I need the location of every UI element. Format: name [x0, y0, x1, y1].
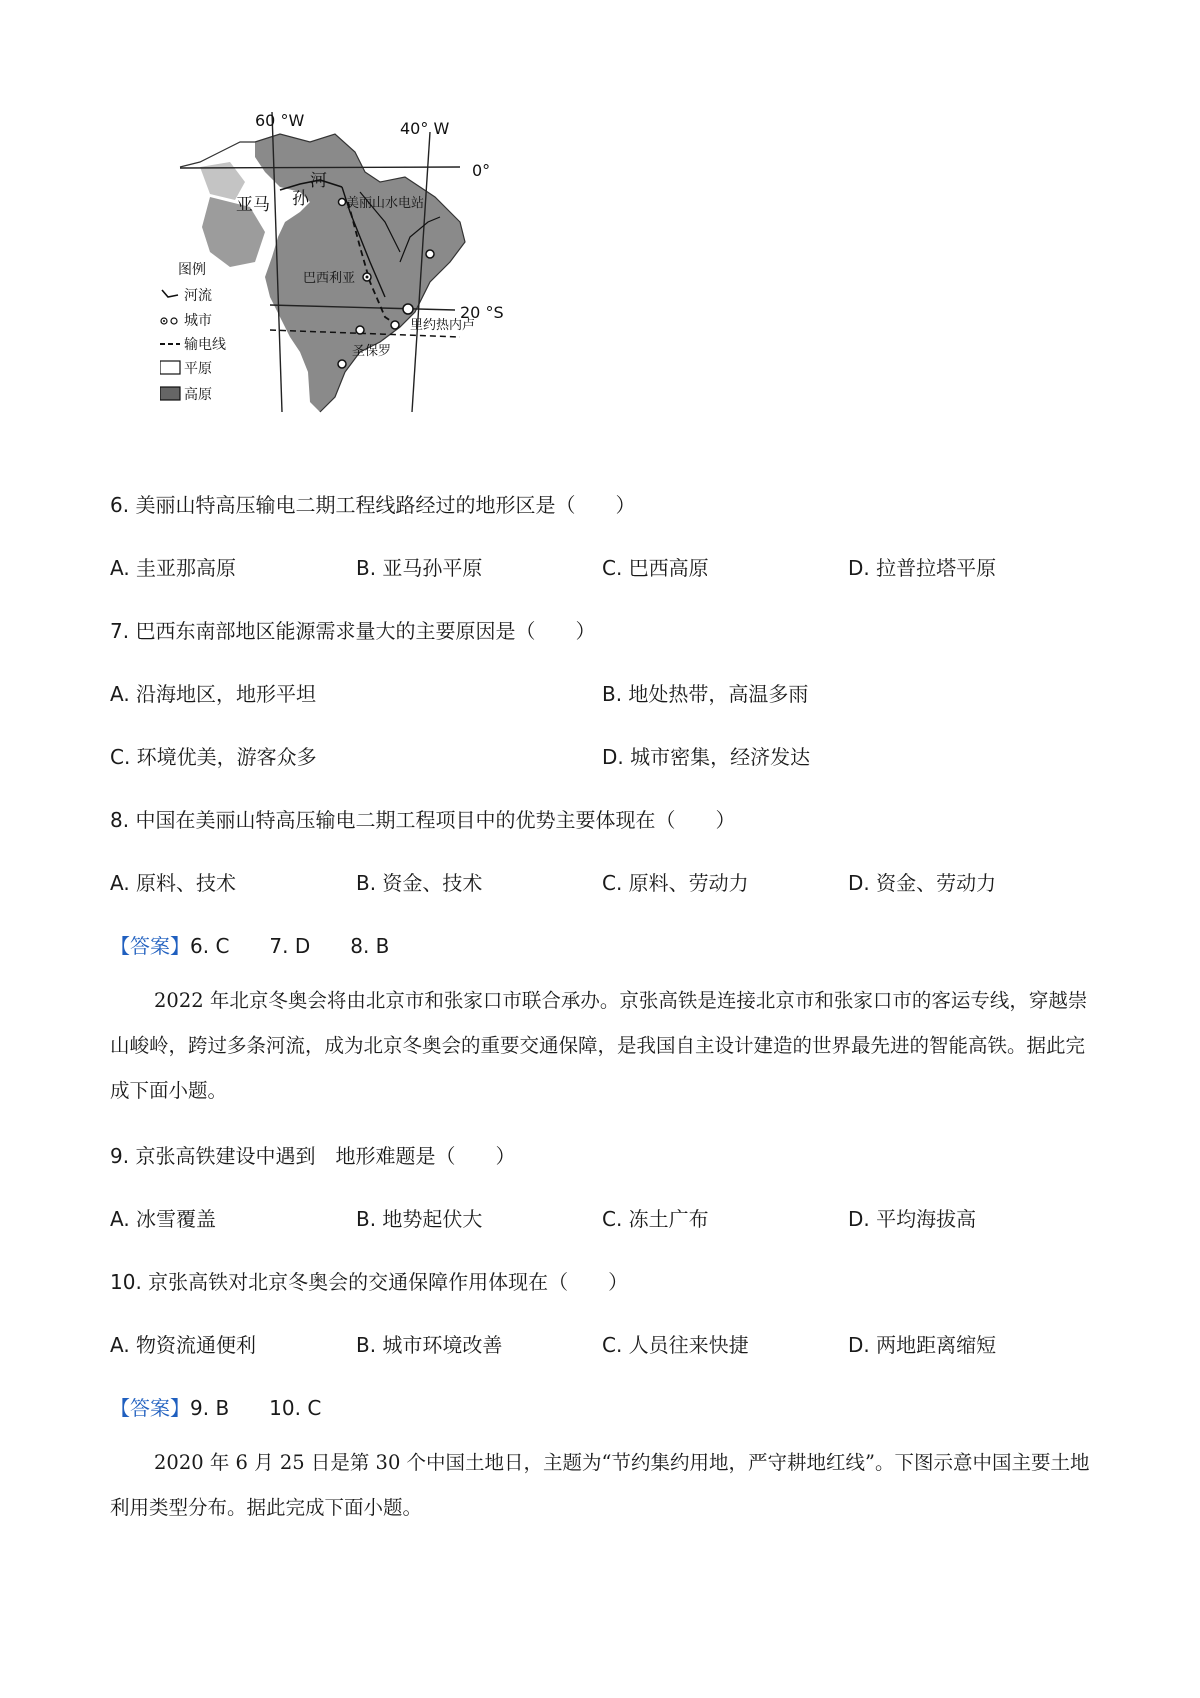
q8-option-b[interactable]: B. 资金、技术 — [356, 871, 483, 895]
q8-option-c[interactable]: C. 原料、劳动力 — [602, 871, 749, 895]
question-8-stem: 8. 中国在美丽山特高压输电二期工程项目中的优势主要体现在（ ） — [110, 808, 736, 832]
svg-text:河流: 河流 — [184, 288, 212, 304]
lat-20s-label: 20 °S — [460, 303, 504, 322]
q7-option-c[interactable]: C. 环境优美，游客众多 — [110, 745, 317, 769]
q9-option-a[interactable]: A. 冰雪覆盖 — [110, 1207, 217, 1231]
station-label: 美丽山水电站 — [346, 196, 425, 211]
answer-tag: 【答案】 — [110, 934, 190, 958]
lon-40w-label: 40° W — [400, 119, 450, 138]
q7-option-a[interactable]: A. 沿海地区，地形平坦 — [110, 682, 317, 706]
river-label-1: 亚马 — [236, 195, 270, 215]
q8-option-a[interactable]: A. 原料、技术 — [110, 871, 237, 895]
saopaulo-label: 圣保罗 — [352, 344, 392, 359]
svg-text:平原: 平原 — [184, 361, 212, 377]
svg-text:图例: 图例 — [178, 262, 206, 278]
lon-60w-label: 60 °W — [255, 112, 305, 130]
q9-option-b[interactable]: B. 地势起伏大 — [356, 1207, 483, 1231]
q10-option-b[interactable]: B. 城市环境改善 — [356, 1333, 503, 1357]
question-7-stem: 7. 巴西东南部地区能源需求量大的主要原因是（ ） — [110, 619, 596, 643]
lat-0-label: 0° — [472, 161, 491, 180]
q7-option-d[interactable]: D. 城市密集，经济发达 — [602, 745, 811, 769]
answer-block-2 — [110, 1394, 321, 1422]
q10-option-d[interactable]: D. 两地距离缩短 — [848, 1333, 997, 1357]
q7-option-b[interactable]: B. 地处热带，高温多雨 — [602, 682, 809, 706]
svg-text:高原: 高原 — [184, 387, 212, 403]
q10-option-c[interactable]: C. 人员往来快捷 — [602, 1333, 749, 1357]
question-10-stem: 10. 京张高铁对北京冬奥会的交通保障作用体现在（ ） — [110, 1270, 629, 1294]
answer-block-1 — [110, 932, 389, 960]
q6-option-b[interactable]: B. 亚马孙平原 — [356, 556, 483, 580]
river-label-3: 河 — [310, 171, 327, 191]
svg-text:输电线: 输电线 — [184, 337, 226, 353]
brasilia-label: 巴西利亚 — [303, 271, 356, 286]
rio-label: 里约热内卢 — [410, 318, 476, 333]
answer-text: 9. B 10. C — [190, 1396, 322, 1420]
q6-option-d[interactable]: D. 拉普拉塔平原 — [848, 556, 997, 580]
question-9-stem: 9. 京张高铁建设中遇到 地形难题是（ ） — [110, 1144, 516, 1168]
answer-text: 6. C 7. D 8. B — [190, 934, 390, 958]
q6-option-c[interactable]: C. 巴西高原 — [602, 556, 709, 580]
q10-option-a[interactable]: A. 物资流通便利 — [110, 1333, 257, 1357]
q9-option-d[interactable]: D. 平均海拔高 — [848, 1207, 977, 1231]
answer-tag: 【答案】 — [110, 1396, 190, 1420]
question-6-stem: 6. 美丽山特高压输电二期工程线路经过的地形区是（ ） — [110, 493, 636, 517]
q8-option-d[interactable]: D. 资金、劳动力 — [848, 871, 997, 895]
passage-1: 2022 年北京冬奥会将由北京市和张家口市联合承办。京张高铁是连接北京市和张家口市的客运专线，穿越崇山峻岭，跨过多条河流，成为北京冬奥会的重要交通保障，是我国自主设计建造的世界最先进的智能高铁。据此完成下面小题。 — [110, 989, 1088, 1102]
svg-text:城市: 城市 — [184, 313, 212, 329]
passage-2: 2020 年 6 月 25 日是第 30 个中国土地日，主题为“节约集约用地，严守耕地红线”。下图示意中国主要土地利用类型分布。据此完成下面小题。 — [110, 1451, 1090, 1519]
q6-option-a[interactable]: A. 圭亚那高原 — [110, 556, 237, 580]
q9-option-c[interactable]: C. 冻土广布 — [602, 1207, 709, 1231]
brazil-map-figure — [160, 112, 566, 448]
river-label-2: 孙 — [292, 189, 309, 209]
